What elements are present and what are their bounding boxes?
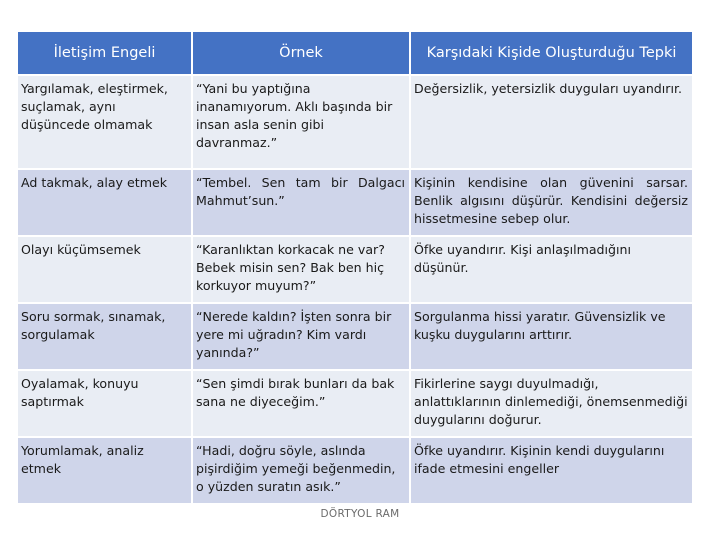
table-row bbox=[18, 371, 692, 436]
table-row bbox=[18, 438, 692, 503]
header-example: Örnek bbox=[193, 32, 409, 74]
footer-label: DÖRTYOL RAM bbox=[320, 508, 400, 520]
reaction-cell: Değersizlik, yetersizlik duyguları uyandırır. bbox=[411, 76, 692, 168]
barrier-cell: Soru sormak, sınamak, sorgulamak bbox=[18, 304, 191, 369]
barrier-cell: Oyalamak, konuyu saptırmak bbox=[18, 371, 191, 436]
table-row bbox=[18, 76, 692, 168]
header-barrier: İletişim Engeli bbox=[18, 32, 191, 74]
table-row bbox=[18, 304, 692, 369]
reaction-cell: Öfke uyandırır. Kişi anlaşılmadığını düşünür. bbox=[411, 237, 692, 302]
example-cell: “Sen şimdi bırak bunları da bak sana ne diyeceğim.” bbox=[193, 371, 409, 436]
reaction-cell: Öfke uyandırır. Kişinin kendi duygularını ifade etmesini engeller bbox=[411, 438, 692, 503]
barrier-cell: Yargılamak, eleştirmek, suçlamak, aynı düşüncede olmamak bbox=[18, 76, 191, 168]
barrier-cell: Olayı küçümsemek bbox=[18, 237, 191, 302]
example-cell: “Hadi, doğru söyle, aslında pişirdiğim yemeği beğenmedin, o yüzden suratın asık.” bbox=[193, 438, 409, 503]
barrier-cell: Ad takmak, alay etmek bbox=[18, 170, 191, 235]
reaction-cell: Fikirlerine saygı duyulmadığı, anlattıklarının dinlemediği, önemsenmediği duygularını doğurur. bbox=[411, 371, 692, 436]
example-cell: “Tembel. Sen tam bir Dalgacı Mahmut’sun.” bbox=[193, 170, 409, 235]
example-cell: “Karanlıktan korkacak ne var? Bebek misin sen? Bak ben hiç korkuyor muyum?” bbox=[193, 237, 409, 302]
table-header-row bbox=[18, 32, 692, 74]
table-row bbox=[18, 237, 692, 302]
header-reaction: Karşıdaki Kişide Oluşturduğu Tepki bbox=[411, 32, 692, 74]
barrier-cell: Yorumlamak, analiz etmek bbox=[18, 438, 191, 503]
communication-barriers-table bbox=[16, 30, 694, 505]
table-row bbox=[18, 170, 692, 235]
reaction-cell: Sorgulanma hissi yaratır. Güvensizlik ve kuşku duygularını arttırır. bbox=[411, 304, 692, 369]
example-cell: “Nerede kaldın? İşten sonra bir yere mi uğradın? Kim vardı yanında?” bbox=[193, 304, 409, 369]
example-cell: “Yani bu yaptığına inanamıyorum. Aklı başında bir insan asla senin gibi davranmaz.” bbox=[193, 76, 409, 168]
reaction-cell: Kişinin kendisine olan güvenini sarsar. Benlik algısını düşürür. Kendisini değersiz hissetmesine sebep olur. bbox=[411, 170, 692, 235]
